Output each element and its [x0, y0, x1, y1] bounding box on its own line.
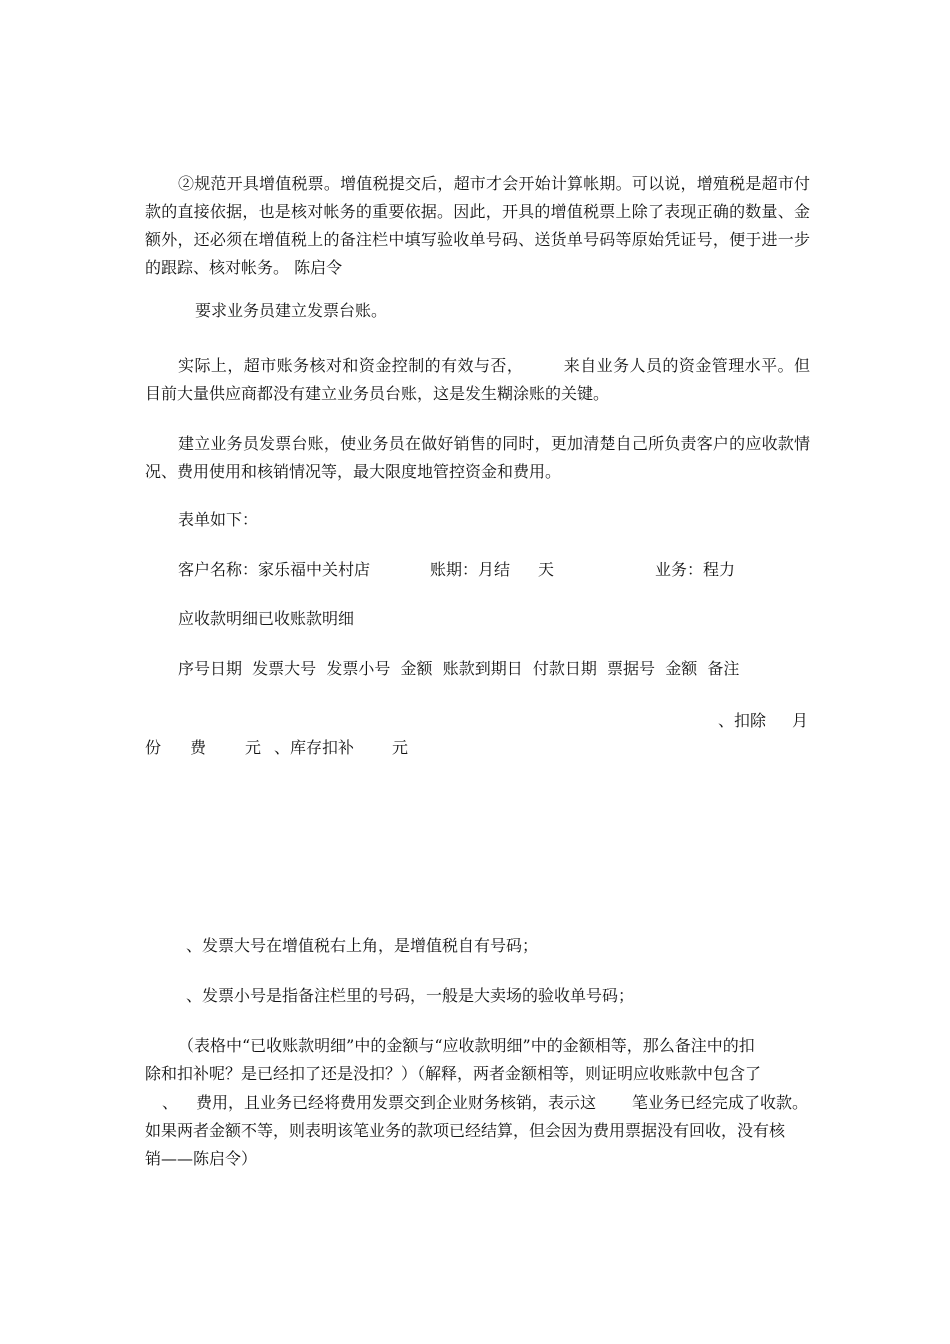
- note-invoice-minor: 、发票小号是指备注栏里的号码，一般是大卖场的验收单号码；: [186, 986, 635, 1005]
- paragraph-invoice-spec: ②规范开具增值税票。增值税提交后，超市才会开始计算帐期。可以说，增殖税是超市付款的直接依据，也是核对帐务的重要依据。因此，开具的增值税票上除了表现正确的数量、金额外，还必须在增值税上的备注栏中填写验收单号码、送货单号码等原始凭证号，便于进一步的跟踪、核对帐务。 陈启令: [145, 174, 810, 277]
- section-headers: 应收款明细已收账款明细: [178, 609, 355, 628]
- payment-period-unit: 天: [538, 560, 555, 579]
- explanation-line-1: （表格中“已收账款明细”中的金额与“应收款明细”中的金额相等，那么备注中的扣: [178, 1036, 755, 1055]
- fee-label: 费: [190, 738, 207, 757]
- stock-adjust-label: 、库存扣补: [274, 738, 355, 757]
- paragraph-account-control-part1: 实际上，超市账务核对和资金控制的有效与否，: [178, 356, 524, 375]
- paragraph-ledger-requirement: 要求业务员建立发票台账。: [195, 301, 388, 320]
- yuan-label-2: 元: [392, 738, 409, 757]
- table-column-headers: 序号日期 发票大号 发票小号 金额 账款到期日 付款日期 票据号 金额 备注: [178, 659, 740, 678]
- fen-label: 份: [145, 738, 162, 757]
- payment-period: 账期：月结: [430, 560, 511, 579]
- paragraph-account-control: [145, 352, 810, 408]
- explanation-line-5: 销——陈启令）: [145, 1149, 258, 1168]
- yuan-label-1: 元: [245, 738, 262, 757]
- customer-name: 客户名称：家乐福中关村店: [178, 560, 371, 579]
- month-label: 月: [792, 711, 809, 730]
- note-invoice-major: 、发票大号在增值税右上角，是增值税自有号码；: [186, 936, 539, 955]
- explanation-line-3b: 费用，且业务已经将费用发票交到企业财务核销，表示这: [196, 1093, 597, 1112]
- paragraph-account-control-part2: 来自业务人员的资金管理水平。但目前大量供应商都没有建立业务员台账，这是发生糊涂账的关键。: [145, 356, 810, 403]
- explanation-line-3a: 、: [162, 1093, 179, 1112]
- form-intro: 表单如下：: [178, 510, 259, 529]
- deduct-label: 、扣除: [718, 711, 767, 730]
- explanation-line-4: 如果两者金额不等，则表明该笔业务的款项已经结算，但会因为费用票据没有回收，没有核: [145, 1121, 786, 1140]
- salesperson: 业务：程力: [655, 560, 736, 579]
- paragraph-ledger-benefit: 建立业务员发票台账，使业务员在做好销售的同时，更加清楚自己所负责客户的应收款情况、费用使用和核销情况等，最大限度地管控资金和费用。: [145, 434, 810, 481]
- explanation-line-2: 除和扣补呢？是已经扣了还是没扣？）（解释，两者金额相等，则证明应收账款中包含了: [145, 1064, 762, 1083]
- explanation-line-3c: 笔业务已经完成了收款。: [632, 1093, 809, 1112]
